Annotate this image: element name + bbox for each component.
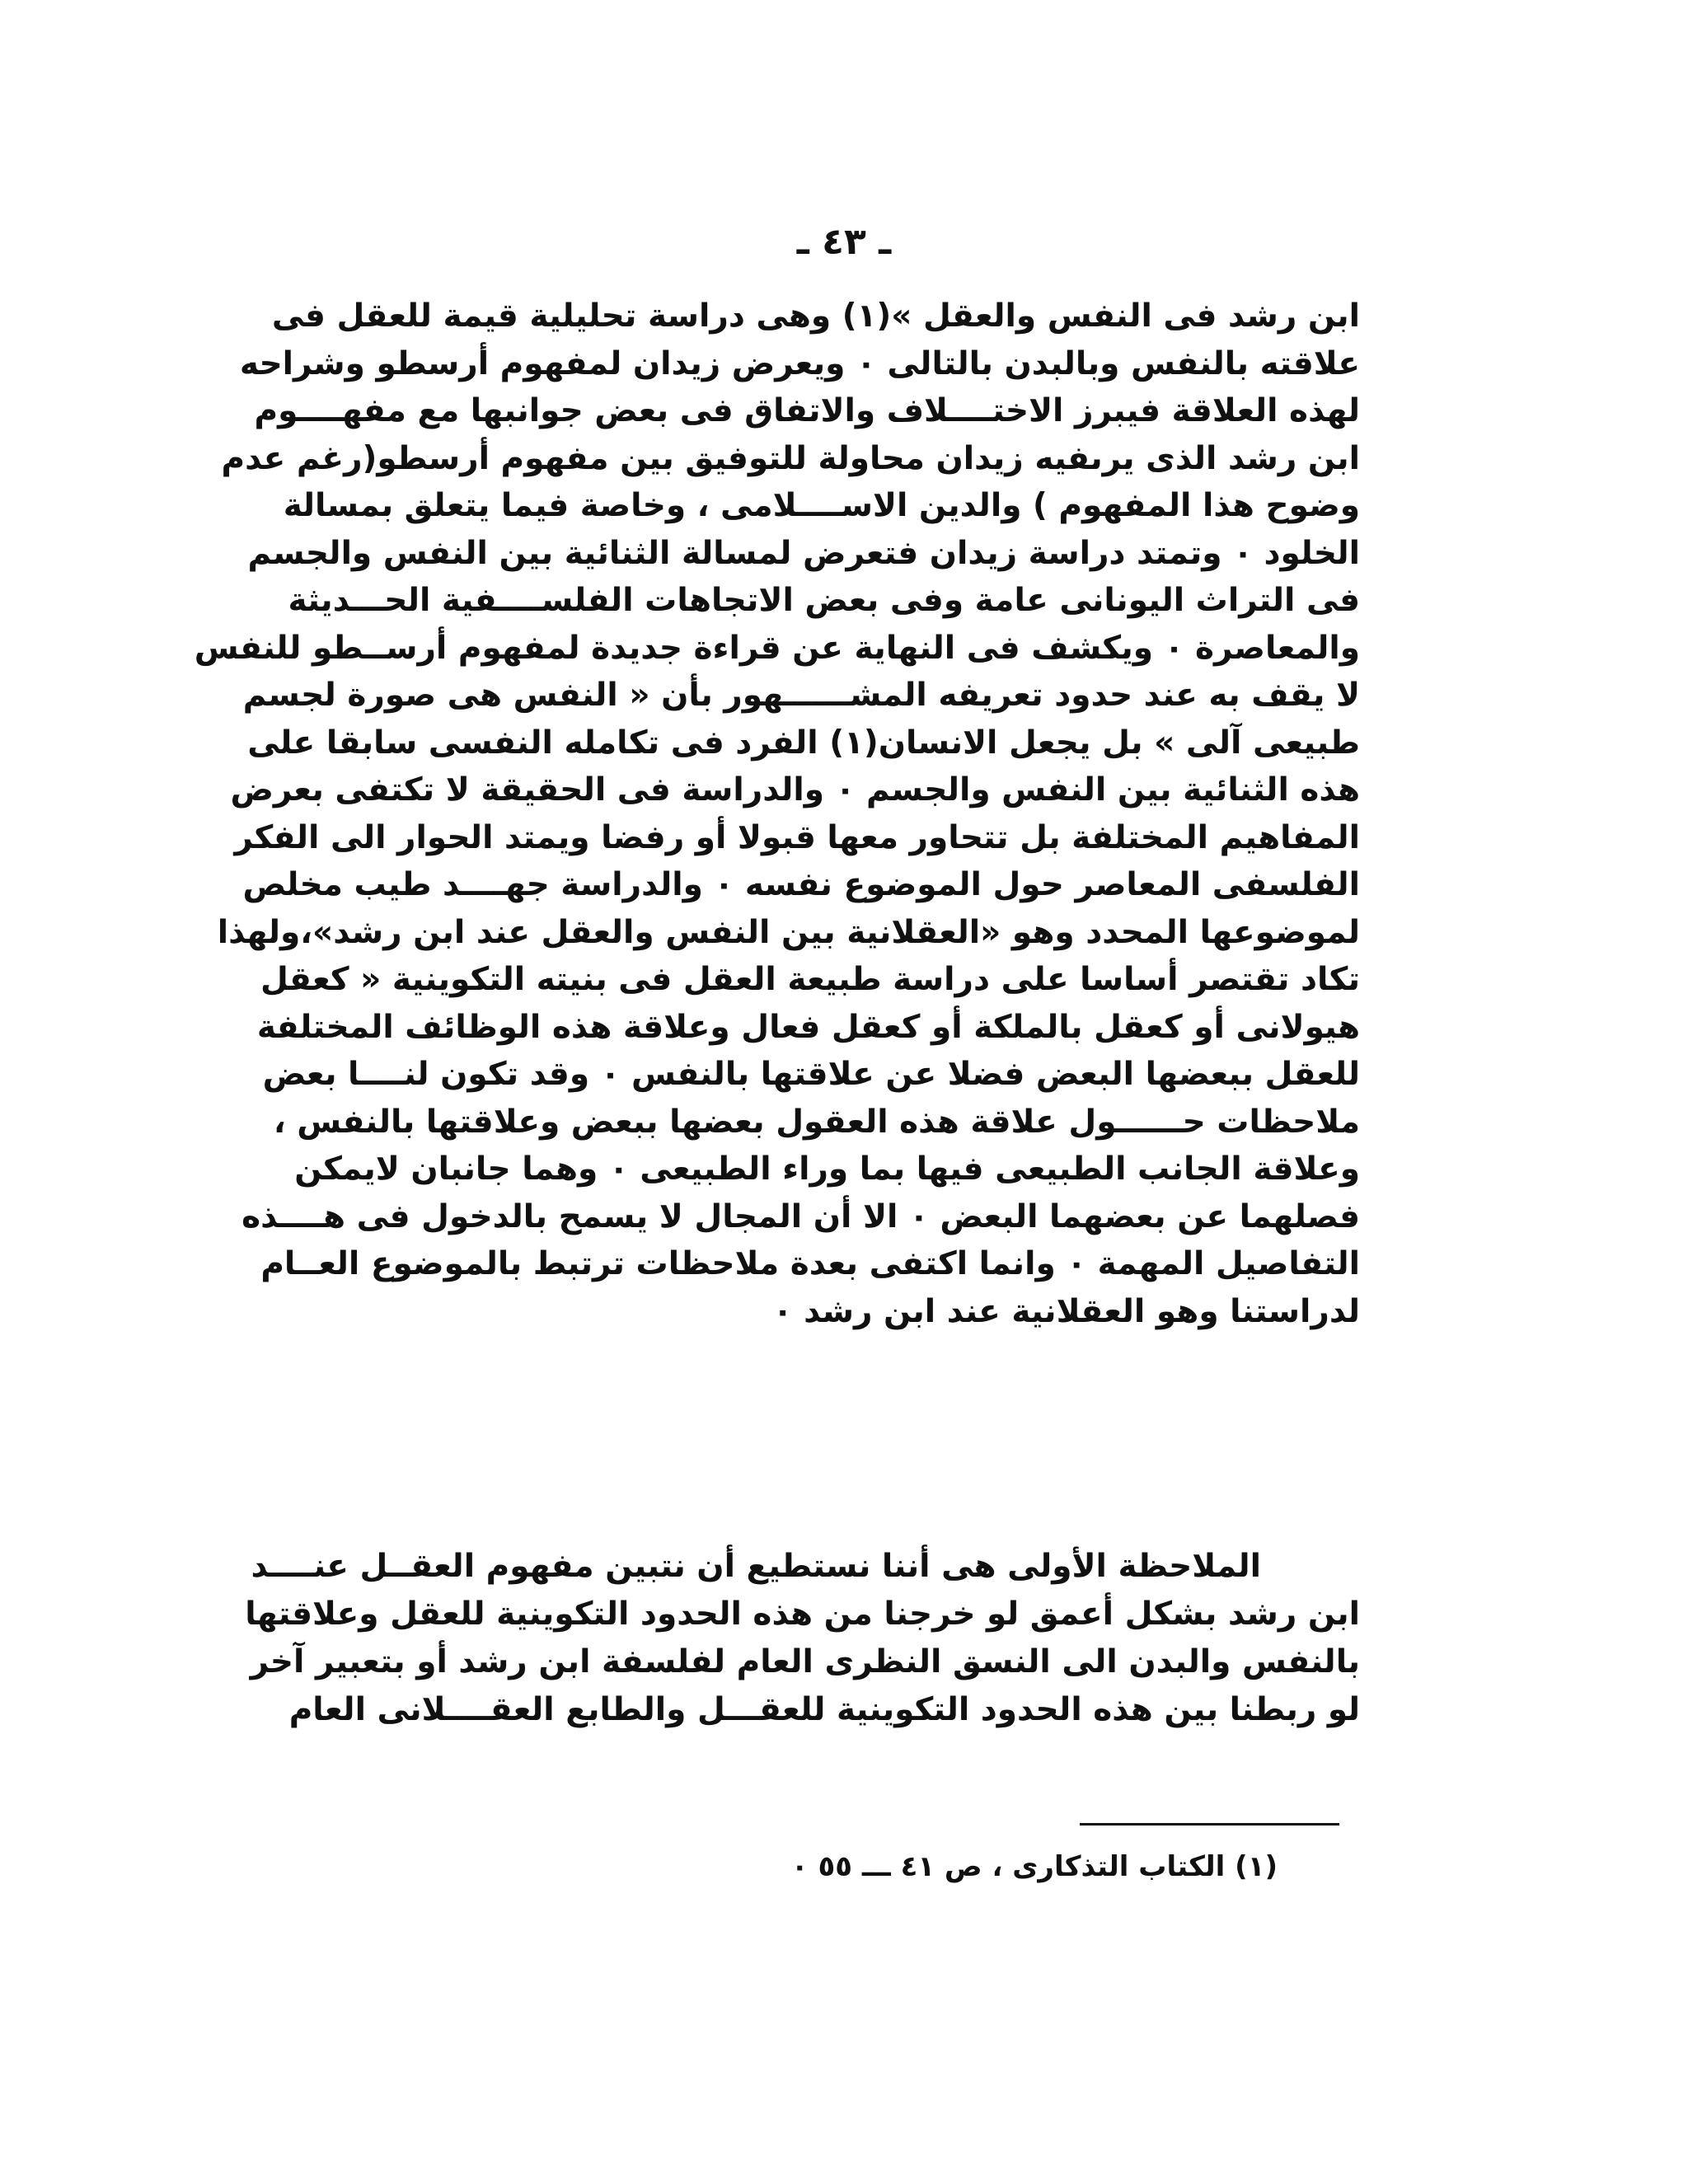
text-line: وضوح هذا المفهوم ) والدين الاســــلامى ، وخاصة فيما يتعلق بمسالة <box>283 487 1360 524</box>
footnote: (١) الكتاب التذكارى ، ص ٤١ ـــ ٥٥ ٠ <box>790 1850 1278 1883</box>
text-line: ملاحظات حــــــول علاقة هذه العقول بعضها ببعض وعلاقتها بالنفس ، <box>273 1103 1360 1141</box>
text-line: ابن رشد بشكل أعمق لو خرجنا من هذه الحدود التكوينية للعقل وعلاقتها <box>245 1596 1360 1633</box>
text-line: لا يقف به عند حدود تعريفه المشــــــهور بأن « النفس هى صورة لجسم <box>242 677 1360 714</box>
text-line: التفاصيل المهمة ٠ وانما اكتفى بعدة ملاحظات ترتبط بالموضوع العــام <box>260 1245 1360 1282</box>
page-number: ـ ٤٣ ـ <box>796 221 892 263</box>
text-line: هيولانى أو كعقل بالملكة أو كعقل فعال وعلاقة هذه الوظائف المختلفة <box>256 1008 1360 1046</box>
text-line: هذه الثنائية بين النفس والجسم ٠ والدراسة فى الحقيقة لا تكتفى بعرض <box>230 771 1360 808</box>
text-line: المفاهيم المختلفة بل تتحاور معها قبولا أو رفضا ويمتد الحوار الى الفكر <box>234 818 1360 856</box>
text-line: الفلسفى المعاصر حول الموضوع نفسه ٠ والدراسة جهــــد طيب مخلص <box>242 866 1360 903</box>
text-line: لهذه العلاقة فيبرز الاختــــلاف والاتفاق فى بعض جوانبها مع مفهــــوم <box>254 392 1360 429</box>
text-line: بالنفس والبدن الى النسق النظرى العام لفلسفة ابن رشد أو بتعبير آخر <box>250 1643 1360 1680</box>
text-line: وعلاقة الجانب الطبيعى فيها بما وراء الطبيعى ٠ وهما جانبان لايمكن <box>294 1151 1360 1188</box>
text-line: فصلهما عن بعضهما البعض ٠ الا أن المجال لا يسمح بالدخول فى هــــذه <box>241 1197 1360 1235</box>
paragraph-1 <box>194 293 1360 1335</box>
text-line: علاقته بالنفس وبالبدن بالتالى ٠ ويعرض زيدان لمفهوم أرسطو وشراحه <box>239 344 1360 382</box>
text-line: لموضوعها المحدد وهو «العقلانية بين النفس والعقل عند ابن رشد»،ولهذا <box>217 913 1360 951</box>
text-line: ابن رشد فى النفس والعقل »(١) وهى دراسة تحليلية قيمة للعقل فى <box>271 298 1360 335</box>
text-line: والمعاصرة ٠ ويكشف فى النهاية عن قراءة جديدة لمفهوم أرســطو للنفس <box>194 629 1360 667</box>
footnote-divider <box>1080 1823 1339 1825</box>
text-line: تكاد تقتصر أساسا على دراسة طبيعة العقل فى بنيته التكوينية « كعقل <box>260 961 1360 998</box>
text-line: فى التراث اليونانى عامة وفى بعض الاتجاهات الفلســــفية الحـــديثة <box>288 582 1360 619</box>
text-line: طبيعى آلى » بل يجعل الانسان(١) الفرد فى تكامله النفسى سابقا على <box>247 724 1360 762</box>
text-line: للعقل ببعضها البعض فضلا عن علاقتها بالنفس ٠ وقد تكون لنــــا بعض <box>262 1056 1360 1093</box>
paragraph-2 <box>245 1543 1360 1734</box>
text-line: الملاحظة الأولى هى أننا نستطيع أن نتبين مفهوم العقــل عنــــد <box>251 1548 1261 1585</box>
text-line: لو ربطنا بين هذه الحدود التكوينية للعقـــل والطابع العقــــلانى العام <box>288 1691 1360 1728</box>
text-line: لدراستنا وهو العقلانية عند ابن رشد ٠ <box>772 1292 1360 1330</box>
text-line: الخلود ٠ وتمتد دراسة زيدان فتعرض لمسالة الثنائية بين النفس والجسم <box>247 534 1360 572</box>
text-line: ابن رشد الذى يرىفيه زيدان محاولة للتوفيق بين مفهوم أرسطو(رغم عدم <box>221 439 1360 477</box>
